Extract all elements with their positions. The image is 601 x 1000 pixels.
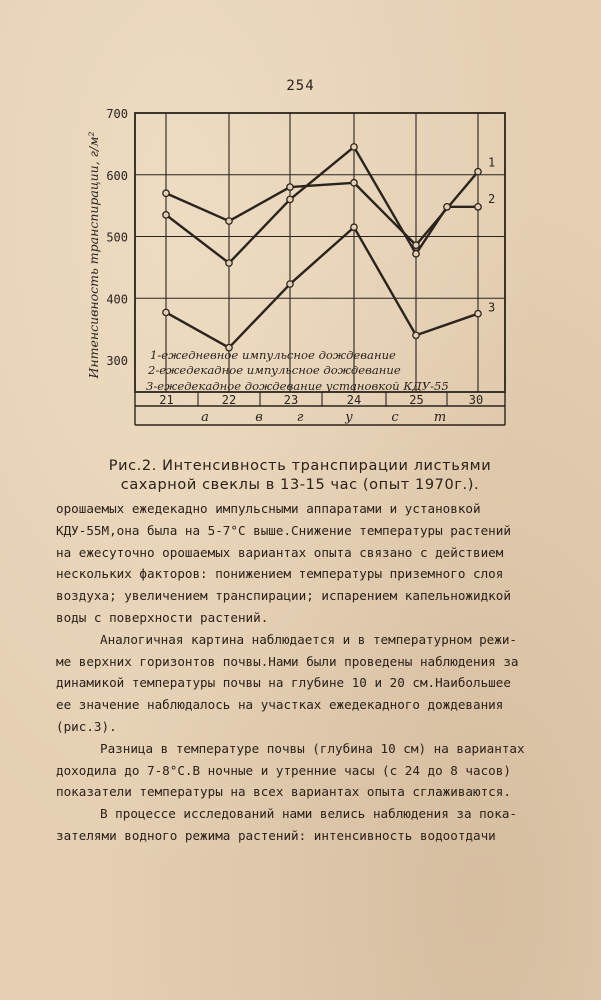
data-point	[163, 212, 169, 218]
paragraph-2	[56, 629, 576, 738]
y-tick-label: 700	[106, 107, 128, 121]
data-point	[475, 204, 481, 210]
data-point	[351, 144, 357, 150]
text-line: Разница в температуре почвы (глубина 10 см) на вариантах	[100, 740, 525, 756]
text-line: Аналогичная картина наблюдается и в температурном режи-	[100, 631, 518, 647]
data-point	[226, 218, 232, 224]
month-letter: г	[296, 410, 304, 425]
caption-line-1: Рис.2. Интенсивность транспирации листьями	[108, 458, 492, 474]
month-letter: в	[255, 410, 263, 425]
x-tick-label: 23	[283, 393, 299, 407]
x-tick-label: 22	[221, 393, 237, 407]
y-tick-label: 300	[106, 354, 128, 368]
data-point	[287, 184, 293, 190]
x-tick-label: 24	[346, 393, 362, 407]
data-point	[163, 190, 169, 196]
month-letter: т	[433, 410, 447, 425]
data-point	[413, 251, 419, 257]
caption-line-2: сахарной свеклы в 13-15 час (опыт 1970г.).	[120, 477, 480, 493]
text-line: (рис.3).	[56, 718, 117, 734]
text-line: ее значение наблюдалось на участках ежедекадного дождевания	[56, 697, 504, 713]
series-label: 3	[488, 300, 496, 315]
data-point	[163, 309, 169, 315]
data-point	[444, 204, 450, 210]
y-tick-label: 600	[106, 168, 128, 183]
data-point	[287, 196, 293, 202]
text-line: В процессе исследований нами велись наблюдения за пока-	[100, 806, 518, 822]
text-line: орошаемых ежедекадно импульсными аппаратами и установкой	[56, 501, 481, 516]
series-label: 2	[488, 191, 496, 206]
text-line: динамикой температуры почвы на глубине 10 и 20 см.Наибольшее	[56, 675, 511, 691]
text-line: воздуха; увеличением транспирации; испарением капельножидкой	[56, 588, 511, 604]
x-tick-label: 30	[468, 393, 484, 407]
text-line: доходила до 7-8°С.В ночные и утренние часы (с 24 до 8 часов)	[56, 762, 511, 778]
legend-entry: 1-ежедневное импульсное дождевание	[150, 348, 396, 362]
x-tick-label: 21	[159, 393, 174, 407]
data-point	[413, 242, 419, 248]
transpiration-chart	[0, 0, 601, 450]
text-line: КДУ-55М,она была на 5-7°С выше.Снижение температуры растений	[56, 522, 511, 538]
body-text	[56, 498, 576, 847]
paragraph-1	[56, 498, 576, 629]
month-letter: у	[345, 410, 353, 425]
data-point	[413, 332, 419, 338]
figure-caption	[60, 457, 540, 495]
text-line: нескольких факторов: понижением температуры приземного слоя	[56, 566, 504, 582]
data-point	[351, 180, 357, 186]
series-line-1	[166, 172, 478, 245]
legend-entry: 2-ежедекадное импульсное дождевание	[148, 363, 401, 377]
series-line-3	[166, 227, 478, 347]
paragraph-3	[56, 738, 576, 803]
data-point	[475, 168, 481, 174]
text-line: на ежесуточно орошаемых вариантах опыта связано с действием	[56, 544, 504, 560]
series-label: 1	[488, 155, 496, 170]
y-tick-label: 500	[106, 230, 128, 245]
text-line: ме верхних горизонтов почвы.Нами были проведены наблюдения за	[56, 653, 519, 669]
data-point	[226, 260, 232, 266]
data-point	[475, 310, 481, 316]
text-line: воды с поверхности растений.	[56, 609, 269, 625]
series-line-2	[166, 147, 478, 263]
x-tick-label: 25	[409, 393, 424, 407]
month-letter: с	[391, 410, 399, 425]
month-letter: а	[201, 410, 209, 425]
text-line: показатели температуры на всех вариантах опыта сглаживаются.	[56, 784, 511, 800]
y-tick-label: 400	[106, 292, 128, 307]
y-axis-label: Интенсивность транспирации, г/м²	[86, 131, 101, 379]
paragraph-4	[56, 803, 576, 847]
data-point	[287, 281, 293, 287]
page-number: 254	[286, 78, 315, 94]
legend-entry: 3-ежедекадное дождевание установкой КДУ-55	[146, 379, 449, 393]
data-point	[351, 224, 357, 230]
text-line: зателями водного режима растений: интенсивность водоотдачи	[56, 827, 496, 843]
